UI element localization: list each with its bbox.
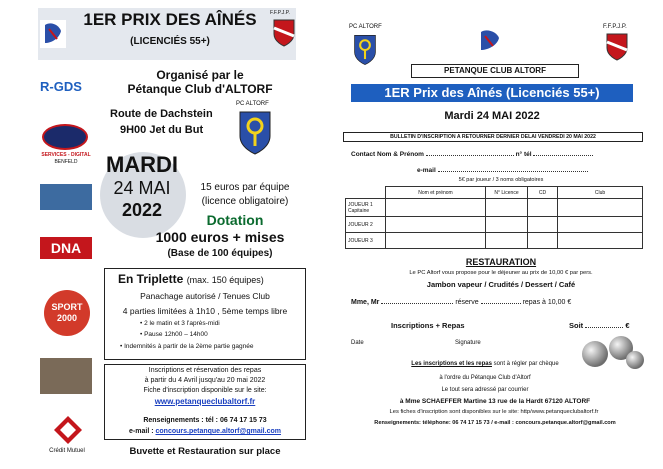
price-note: 5€ par joueur / 3 noms obligatoires: [458, 177, 544, 183]
sponsor-credit: Crédit Mutuel: [49, 448, 85, 454]
reserve-label: réserve: [455, 299, 479, 306]
buvette-text: Buvette et Restauration sur place: [129, 446, 281, 457]
player-name-cell[interactable]: [386, 199, 486, 217]
triplette-label: En Triplette: [118, 272, 184, 286]
cd-cell[interactable]: [528, 217, 558, 233]
federation-small-logo: [475, 28, 505, 54]
dotation-base: (Base de 100 équipes): [167, 248, 273, 259]
total-input[interactable]: [585, 327, 623, 328]
club-cell[interactable]: [558, 233, 643, 249]
rens-email: [104, 428, 306, 435]
email-field[interactable]: [417, 167, 588, 174]
rens-line: Renseignements: téléphone: 06 74 17 15 73 / e-mail : concours.petanque.altorf@gmail.com: [374, 420, 616, 426]
insc-repas-label: Inscriptions + Repas: [391, 321, 465, 330]
rens-tel: Renseignements : tél : 06 74 17 15 73: [143, 417, 267, 424]
poster-page: [0, 0, 318, 469]
email-input[interactable]: [438, 171, 588, 172]
signature-label: Signature: [455, 340, 481, 346]
contact-input[interactable]: [426, 155, 514, 156]
sponsor-benfeld: BENFELD: [54, 159, 78, 165]
form-date: Mardi 24 MAI 2022: [444, 110, 540, 122]
restauration-line: Le PC Altorf vous propose pour le déjeuner au prix de 10,00 € par pers.: [409, 270, 593, 276]
licence-cell[interactable]: [486, 217, 528, 233]
bulletin-box: BULLETIN D'INSCRIPTION A RETOURNER DERNIER DELAI VENDREDI 20 MAI 2022: [343, 132, 643, 142]
dotation-title: Dotation: [206, 212, 264, 228]
payment-line3: Le tout sera adressé par courrier: [441, 387, 529, 393]
price-line2: (licence obligatoire): [201, 196, 289, 207]
rens-email-label: e-mail :: [129, 428, 154, 435]
altorf-shield-icon: [238, 110, 272, 156]
insc-line3: Fiche d'inscription disponible sur le site:: [143, 387, 267, 394]
ffpjp-label: F.F.P.J.P.: [270, 10, 290, 16]
table-row: [346, 199, 643, 217]
payment-line4: à Mme SCHAEFFER Martine 13 rue de la Hardt 67120 ALTORF: [399, 398, 591, 405]
website-link[interactable]: www.petanqueclubaltorf.fr: [154, 397, 256, 406]
sponsor-services-logo: [42, 124, 88, 150]
licence-cell[interactable]: [486, 233, 528, 249]
pc-altorf-label: PC ALTORF: [236, 101, 269, 107]
payment-underlined: Les inscriptions et les repas: [411, 361, 492, 367]
ffpjp-logo: [272, 18, 296, 48]
sponsor-photo-1: [40, 184, 92, 210]
date-year: 2022: [121, 200, 163, 220]
licence-cell[interactable]: [486, 199, 528, 217]
altorf-shield-small-icon: [353, 34, 377, 66]
player-label: JOUEUR 1 Capitaine: [346, 199, 386, 217]
poster-subtitle: (LICENCIÉS 55+): [130, 36, 210, 47]
player-label: JOUEUR 2: [346, 217, 386, 233]
club-name-box: PETANQUE CLUB ALTORF: [411, 64, 579, 78]
contact-label: Contact Nom & Prénom: [351, 151, 424, 158]
bullet-1: • 2 le matin et 3 l'après-midi: [140, 320, 220, 327]
date-day-month: 24 MAI: [113, 178, 171, 198]
dotation-amount: 1000 euros + mises: [155, 229, 285, 245]
table-header: Club: [558, 187, 643, 199]
triplette-max: (max. 150 équipes): [186, 275, 264, 285]
time-text: 9H00 Jet du But: [120, 124, 204, 136]
email-link[interactable]: concours.petanque.altorf@gmail.com: [155, 428, 281, 435]
soit-label: Soit: [569, 321, 584, 330]
sponsor-house-photo: [40, 358, 92, 394]
table-row: [346, 217, 643, 233]
ffpjp-shield-icon: [605, 32, 629, 62]
restauration-title: RESTAURATION: [465, 257, 537, 267]
club-cell[interactable]: [558, 199, 643, 217]
tel-input[interactable]: [533, 155, 593, 156]
repas-label: repas à 10,00 €: [522, 299, 572, 306]
date-label: Date: [351, 340, 364, 346]
table-row: [346, 233, 643, 249]
contact-field[interactable]: [351, 151, 593, 158]
sponsor-rgds: [40, 78, 98, 100]
fiches-line: Les fiches d'inscription sont disponibles sur le site: http/www.petanqueclubaltorf.fr: [389, 409, 599, 415]
table-header: N° Licence: [486, 187, 528, 199]
bullet-2-text: Pause 12h00 – 14h00: [144, 331, 208, 338]
sponsor-services: SERVICES - DIGITAL: [41, 152, 91, 158]
players-table: [345, 186, 643, 249]
table-header-row: [346, 187, 643, 199]
sponsor-sport-year: 2000: [56, 313, 78, 323]
bullet-3-text: Indemnités à partir de la 2ème partie gagnée: [124, 343, 254, 350]
organizer-line2: Pétanque Club d'ALTORF: [127, 82, 273, 96]
price-line1: 15 euros par équipe: [200, 182, 290, 193]
insc-line1: Inscriptions et réservation des repas: [148, 367, 262, 374]
ffpjp-top-label: F.F.P.J.P.: [603, 24, 627, 30]
federation-logo: [40, 20, 66, 48]
registration-page: [325, 0, 663, 469]
table-header: CD: [528, 187, 558, 199]
cd-cell[interactable]: [528, 233, 558, 249]
payment-rest: sont à régler par chèque: [493, 361, 559, 367]
player-name-cell[interactable]: [386, 217, 486, 233]
club-cell[interactable]: [558, 217, 643, 233]
panachage-text: Panachage autorisé / Tenues Club: [140, 291, 270, 301]
pc-altorf-top-label: PC ALTORF: [349, 24, 382, 30]
insc-line2: à partir du 4 Avril jusqu'au 20 mai 2022: [144, 377, 266, 384]
reservation-line[interactable]: [351, 299, 571, 306]
triplette-title: [118, 272, 264, 286]
player-name-cell[interactable]: [386, 233, 486, 249]
poster-title: 1ER PRIX DES AÎNÉS: [83, 10, 257, 29]
mme-mr-label: Mme, Mr: [351, 299, 380, 306]
reserve-qty-input[interactable]: [481, 303, 521, 304]
parties-text: 4 parties limitées à 1h10 , 5ème temps libre: [122, 306, 288, 316]
form-banner: 1ER Prix des Aînés (Licenciés 55+): [351, 84, 633, 102]
rgds-logo-text: R-GDS: [40, 79, 82, 94]
menu-text: Jambon vapeur / Crudités / Dessert / Café: [426, 280, 576, 289]
soit-field[interactable]: [569, 321, 630, 330]
organizer-line1: Organisé par le: [156, 68, 244, 82]
payment-line1: [365, 361, 605, 367]
name-input[interactable]: [381, 303, 453, 304]
table-header: Nom et prénom: [386, 187, 486, 199]
payment-line2: à l'ordre du Pétanque Club d'Altorf: [439, 375, 531, 381]
email-label: e-mail: [417, 167, 436, 174]
player-label: JOUEUR 3: [346, 233, 386, 249]
euro-symbol: €: [625, 321, 630, 330]
tel-label: n° tél: [515, 151, 532, 158]
sponsor-dna: DNA: [40, 237, 92, 259]
bullet-2: • Pause 12h00 – 14h00: [140, 331, 208, 338]
sponsor-sport: SPORT: [51, 302, 83, 312]
bullet-1-text: 2 le matin et 3 l'après-midi: [144, 320, 220, 327]
date-day: MARDI: [105, 152, 179, 177]
route-text: Route de Dachstein: [110, 108, 213, 120]
cd-cell[interactable]: [528, 199, 558, 217]
credit-mutuel-logo: [52, 414, 84, 446]
bullet-3: • Indemnités à partir de la 2ème partie gagnée: [120, 343, 254, 350]
table-corner-cell: [346, 187, 386, 199]
